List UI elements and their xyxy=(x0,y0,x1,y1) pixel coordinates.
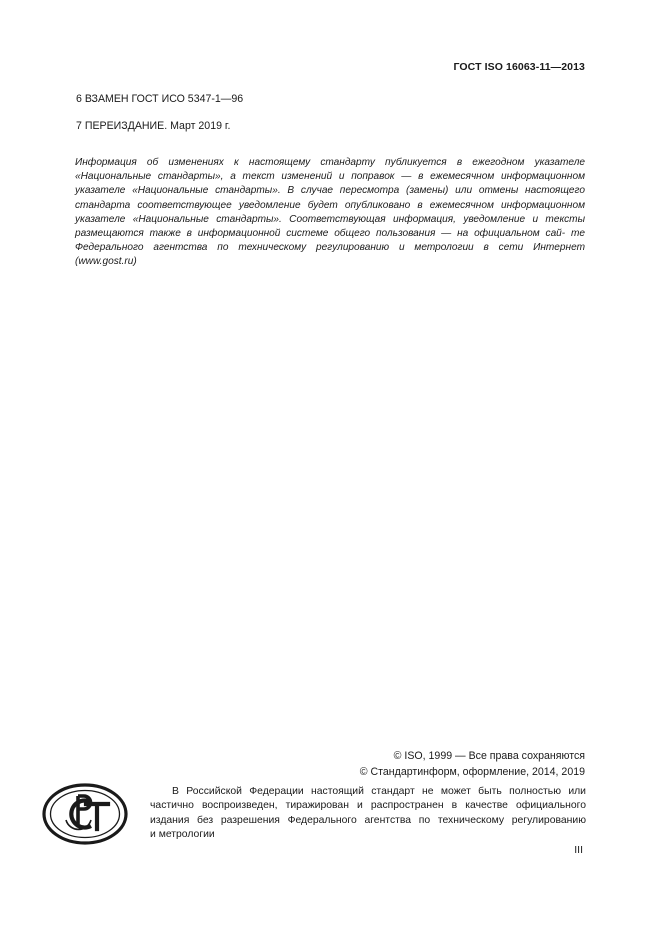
legal-notice xyxy=(150,785,586,843)
copyright-block xyxy=(360,749,585,780)
copyright-publisher: © Стандартинформ, оформление, 2014, 2019 xyxy=(359,765,585,778)
rst-emblem-graphic xyxy=(42,782,128,846)
legal-notice-line: частично воспроизведен, тиражирован и распространен в качестве официального xyxy=(150,800,586,812)
clause-replaces: 6 ВЗАМЕН ГОСТ ИСО 5347-1—96 xyxy=(76,93,244,105)
clause-reissue: 7 ПЕРЕИЗДАНИЕ. Март 2019 г. xyxy=(76,120,231,132)
legal-notice-line: издания без разрешения Федерального агентства по техническому регулированию xyxy=(150,814,586,826)
rst-emblem-icon xyxy=(42,782,128,846)
standard-code: ГОСТ ISO 16063-11—2013 xyxy=(453,61,585,73)
copyright-iso: © ISO, 1999 — Все права сохраняются xyxy=(393,750,585,762)
legal-notice-line: и метрологии xyxy=(150,829,215,841)
page-number: III xyxy=(574,844,583,856)
info-notice-paragraph: Информация об изменениях к настоящему стандарту публикуется в ежегодном указателе «Национальные стандарты», а текст изменений и поправок — в ежемесячном информационном указателе «Национальные стандарты». В случае пересмотра (замены) или отмены настоящего стандарта соответствующее уведомление будет опубликовано в ежемесячном информационном указателе «Национальные стандарты». Соответствующая информация, уведомление и тексты размещаются также в информационной системе общего пользования — на официальном сай- те Федерального агентства по техническому регулированию и метрологии в сети Интернет (www.gost.ru) xyxy=(75,157,585,268)
legal-notice-line: В Российской Федерации настоящий стандарт не может быть полностью или xyxy=(172,786,586,797)
